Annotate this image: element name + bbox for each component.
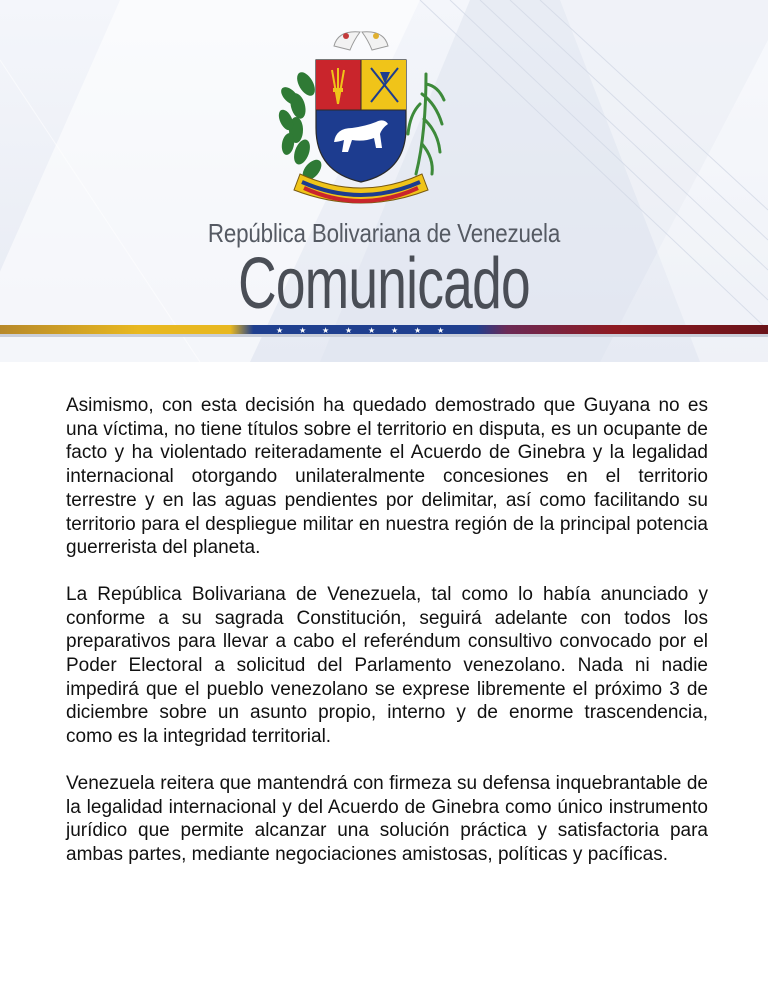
country-subtitle: República Bolivariana de Venezuela xyxy=(207,218,561,248)
page-title: Comunicado xyxy=(238,244,530,324)
svg-text:★: ★ xyxy=(368,326,376,335)
svg-text:★: ★ xyxy=(322,326,330,335)
svg-text:★: ★ xyxy=(414,326,422,335)
svg-text:★: ★ xyxy=(276,326,284,335)
svg-text:★: ★ xyxy=(391,326,399,335)
body-paragraph: Asimismo, con esta decisión ha quedado demostrado que Guyana no es una víctima, no tiene títulos sobre el territorio en disputa, es un ocupante de facto y ha violentado reiteradamente el Acuerdo de Ginebra y la legalidad internacional otorgando unilateralmente concesiones en el territorio terrestre y en las aguas pendientes por delimitar, así como facilitando su territorio para el despliegue militar en nuestra región de la principal potencia guerrerista del planeta. xyxy=(66,395,708,559)
communique-header xyxy=(0,0,768,362)
svg-text:★: ★ xyxy=(345,326,353,335)
communique-body xyxy=(66,394,708,890)
svg-text:★: ★ xyxy=(299,326,307,335)
coat-of-arms-icon xyxy=(276,24,446,210)
svg-text:★: ★ xyxy=(437,326,445,335)
flag-stripe-band xyxy=(0,325,768,337)
body-paragraph: La República Bolivariana de Venezuela, tal como lo había anunciado y conforme a su sagrada Constitución, seguirá adelante con todos los preparativos para llevar a cabo el referéndum consultivo convocado por el Poder Electoral a solicitud del Parlamento venezolano. Nada ni nadie impedirá que el pueblo venezolano se exprese libremente el próximo 3 de diciembre sobre un asunto propio, interno y de enorme trascendencia, como es la integridad territorial. xyxy=(66,583,708,748)
body-paragraph: Venezuela reitera que mantendrá con firmeza su defensa inquebrantable de la legalidad internacional y del Acuerdo de Ginebra como único instrumento jurídico que permite alcanzar una solución práctica y satisfactoria para ambas partes, mediante negociaciones amistosas, políticas y pacíficas. xyxy=(66,772,708,865)
